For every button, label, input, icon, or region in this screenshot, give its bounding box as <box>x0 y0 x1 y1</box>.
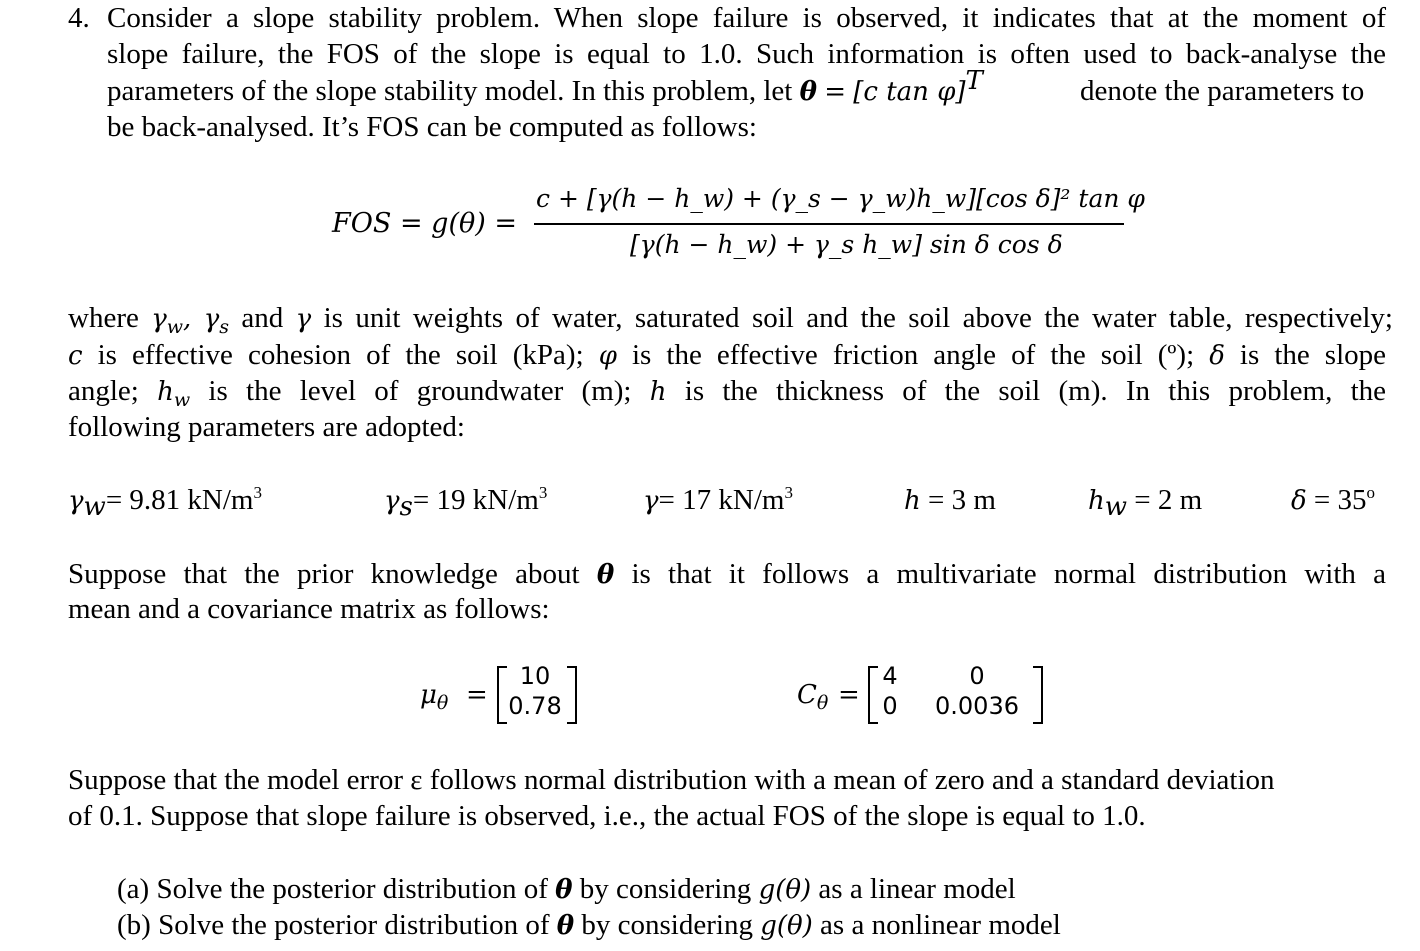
intro-line-3-end: denote the parameters to <box>1080 75 1365 107</box>
intro-line-3-text: parameters of the slope stability model. In this problem, let <box>107 75 793 107</box>
question-a-label: (a) <box>117 873 150 905</box>
theta-transpose: T <box>965 66 983 96</box>
cov-right-bracket <box>1033 666 1043 724</box>
model-error-line-1b: follows normal distribution with a mean of zero and a standard deviation <box>429 764 1275 796</box>
param-gamma-s-sup: 3 <box>538 483 548 502</box>
param-gamma-s-value: = 19 kN/m <box>412 484 539 516</box>
param-gamma <box>643 482 793 519</box>
param-h <box>904 482 996 519</box>
def-line-2c: is the slope <box>1239 339 1387 371</box>
param-gamma-sup: 3 <box>784 483 793 502</box>
param-gamma-w-symbol: γ <box>68 486 84 516</box>
mean-value-1: 10 <box>519 662 551 690</box>
param-gamma-value: = 17 kN/m <box>658 484 785 516</box>
mean-equals: = <box>466 680 488 710</box>
question-a-post: as a linear model <box>818 873 1016 905</box>
def-line-3c: is the thickness of the soil (m). In this problem, the <box>684 375 1387 407</box>
param-gamma-w-sub: w <box>83 492 106 522</box>
prior-line-2: mean and a covariance matrix as follows: <box>68 593 550 625</box>
question-b-post: as a nonlinear model <box>820 909 1061 941</box>
param-hw <box>1088 482 1203 522</box>
question-b-pre: Solve the posterior distribution of <box>158 909 550 941</box>
def-and: and <box>241 302 284 334</box>
question-b-theta: θ <box>556 911 575 941</box>
question-a-g: g(θ) <box>758 875 812 905</box>
cov-c: C <box>797 680 817 710</box>
intro-line-4: be back-analysed. It’s FOS can be computed as follows: <box>107 111 757 143</box>
question-a-pre: Solve the posterior distribution of <box>156 873 548 905</box>
question-b-mid: by considering <box>581 909 753 941</box>
definitions-line-1 <box>68 300 1393 337</box>
def-line-2b: is the effective friction angle of the soil (º); <box>632 339 1195 371</box>
theta-symbol: θ <box>799 77 817 107</box>
param-delta-symbol: δ <box>1291 486 1307 516</box>
mean-mu: μ <box>420 680 437 710</box>
def-where: where <box>68 302 139 334</box>
mean-label <box>420 680 449 714</box>
fos-lhs: FOS = g(θ) = <box>332 208 517 239</box>
cov-value-22: 0.0036 <box>935 692 1019 720</box>
def-line-3b: is the level of groundwater (m); <box>208 375 632 407</box>
question-a-theta: θ <box>555 875 573 905</box>
cov-label <box>797 680 829 714</box>
theta-equals: = <box>824 77 847 107</box>
fraction-bar <box>534 223 1124 225</box>
intro-line-1: Consider a slope stability problem. When slope failure is observed, it indicates that at the moment of <box>107 2 1386 34</box>
question-b-label: (b) <box>117 909 151 941</box>
epsilon-symbol: ε <box>410 764 423 796</box>
question-a-mid: by considering <box>579 873 752 905</box>
h-symbol: h <box>649 377 667 407</box>
c-symbol: c <box>68 341 83 371</box>
gamma-w-symbol: $\gamma_w$, <box>151 304 192 338</box>
param-delta-sup: o <box>1366 483 1376 502</box>
param-gamma-w-sup: 3 <box>253 483 262 502</box>
prior-theta-symbol: θ <box>596 560 615 590</box>
param-gamma-s-sub: s <box>399 492 413 522</box>
delta-symbol: δ <box>1209 341 1225 371</box>
def-line-3a: angle; <box>68 375 139 407</box>
cov-value-11: 4 <box>882 662 898 690</box>
param-gamma-w-value: = 9.81 kN/m <box>105 484 254 516</box>
intro-line-2: slope failure, the FOS of the slope is equal to 1.0. Such information is often used to back-analyse the <box>107 38 1386 70</box>
question-a <box>117 871 1016 908</box>
definitions-line-3 <box>68 373 1386 410</box>
mean-right-bracket <box>567 666 577 724</box>
definitions-line-4: following parameters are adopted: <box>68 411 465 443</box>
prior-line-1 <box>68 556 1386 593</box>
cov-equals: = <box>838 680 860 710</box>
def-line-2a: is effective cohesion of the soil (kPa); <box>97 339 584 371</box>
mean-value-2: 0.78 <box>508 692 562 720</box>
gamma-s-symbol: $\gamma_s$ <box>203 304 230 338</box>
intro-line-3 <box>107 66 983 110</box>
param-delta <box>1291 482 1375 519</box>
param-delta-value: = 35 <box>1306 484 1367 516</box>
question-b <box>117 907 1061 944</box>
param-hw-value: = 2 m <box>1127 484 1203 516</box>
definitions-line-2 <box>68 337 1386 374</box>
cov-sub: θ <box>816 692 829 714</box>
param-h-value: = 3 m <box>920 484 996 516</box>
param-hw-sub: w <box>1104 492 1128 522</box>
param-gamma-w <box>68 482 262 522</box>
param-gamma-s-symbol: γ <box>384 486 400 516</box>
prior-line-1b: is that it follows a multivariate normal distribution with a <box>631 558 1387 590</box>
cov-value-21: 0 <box>882 692 898 720</box>
question-b-g: g(θ) <box>760 911 813 941</box>
prior-line-1a: Suppose that the prior knowledge about <box>68 558 580 590</box>
model-error-line-1a: Suppose that the model error <box>68 764 404 796</box>
hw-symbol: $h_w$ <box>157 377 191 411</box>
fos-denominator: [γ(h − h_w) + γ_s h_w] sin δ cos δ <box>630 230 1063 259</box>
phi-symbol: φ <box>598 341 617 371</box>
param-gamma-symbol: γ <box>643 486 659 516</box>
problem-number: 4. <box>68 2 90 34</box>
def-line-1-rest: is unit weights of water, saturated soil and the soil above the water table, respectively; <box>323 302 1393 334</box>
param-hw-symbol: h <box>1088 486 1105 516</box>
fos-numerator: c + [γ(h − h_w) + (γ_s − γ_w)h_w][cos δ]² tan φ <box>536 184 1145 213</box>
mean-sub: θ <box>436 692 449 714</box>
cov-value-12: 0 <box>969 662 985 690</box>
param-h-symbol: h <box>904 486 921 516</box>
gamma-symbol: γ <box>295 304 312 334</box>
param-gamma-s <box>384 482 548 522</box>
model-error-line-1 <box>68 762 1275 798</box>
theta-vector: [c tan φ] <box>853 77 966 107</box>
model-error-line-2: of 0.1. Suppose that slope failure is observed, i.e., the actual FOS of the slope is equal to 1.0. <box>68 800 1146 832</box>
